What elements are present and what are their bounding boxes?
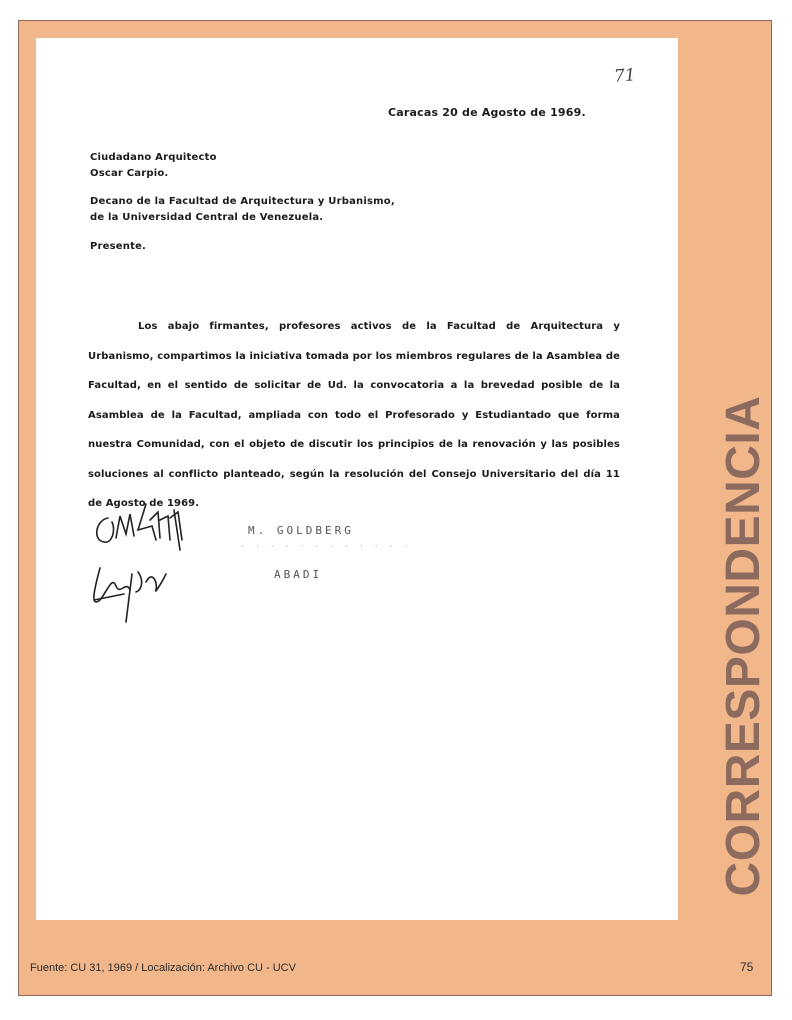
illegible-signatory-name: · · · · · · · · · · · · — [240, 542, 411, 552]
salutation: Presente. — [90, 241, 147, 252]
page-number: 75 — [740, 960, 754, 974]
position-line-1: Decano de la Facultad de Arquitectura y Urbanismo, — [90, 196, 395, 207]
signatory-name-1: M. GOLDBERG — [248, 524, 354, 537]
recipient-line-2: Oscar Carpio. — [90, 168, 169, 179]
source-caption: Fuente: CU 31, 1969 / Localización: Archivo CU - UCV — [30, 962, 296, 974]
letter-date: Caracas 20 de Agosto de 1969. — [388, 106, 586, 119]
scanned-letter — [36, 38, 678, 920]
handwritten-page-mark: 71 — [613, 65, 637, 87]
letter-body: Los abajo firmantes, profesores activos de la Facultad de Arquitectura y Urbanismo, compartimos la iniciativa tomada por los miembros regulares de la Asamblea de Facultad, en el sentido de solicitar de Ud. la convocatoria a la brevedad posible de la Asamblea de la Facultad, ampliada con todo el Profesorado y Estudiantado que forma nuestra Comunidad, con el objeto de discutir los principios de la renovación y las posibles soluciones al conflicto planteado, según la resolución del Consejo Universitario del día 11 de Agosto de 1969. — [88, 321, 620, 509]
position-line-2: de la Universidad Central de Venezuela. — [90, 212, 324, 223]
signatory-name-2: ABADI — [274, 568, 323, 581]
recipient-line-1: Ciudadano Arquitecto — [90, 152, 217, 163]
handwritten-signatures — [86, 490, 226, 640]
section-title: CORRESPONDENCIA — [717, 395, 770, 897]
